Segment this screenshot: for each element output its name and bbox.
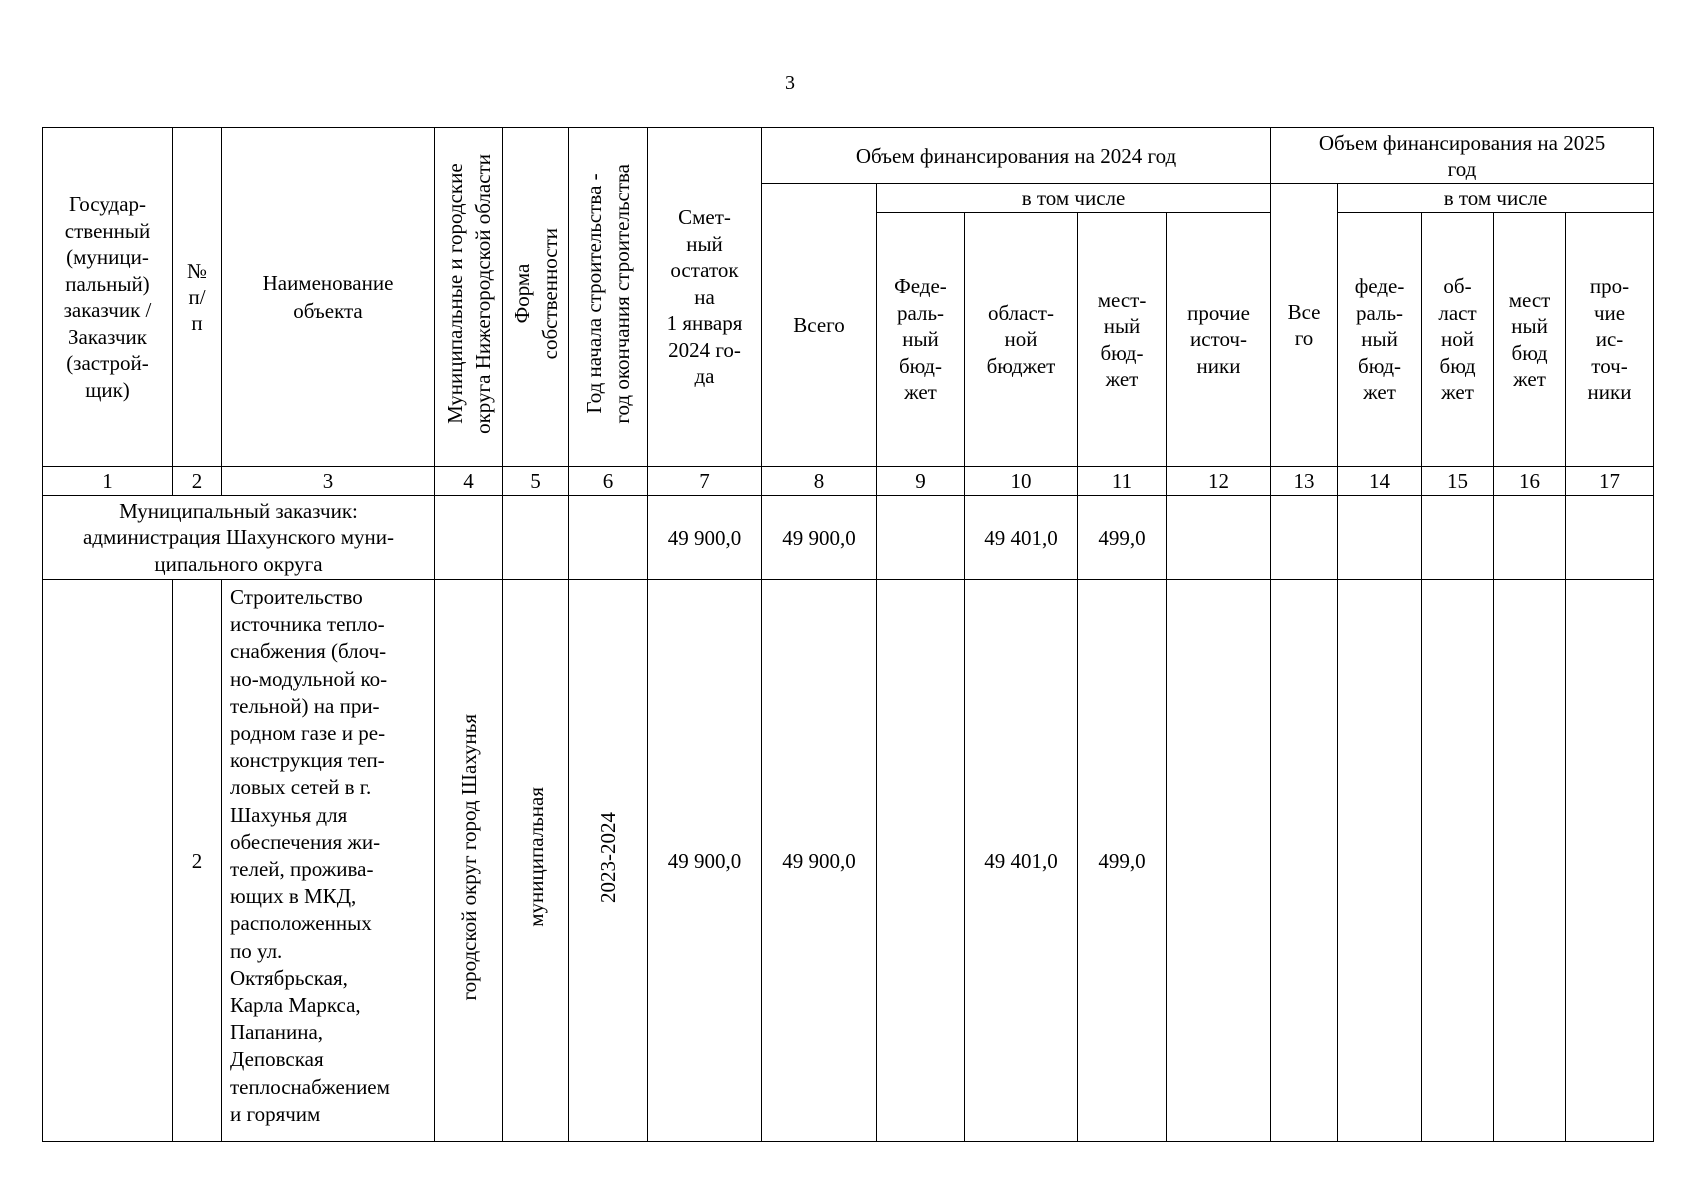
- object-row: [43, 580, 1654, 1142]
- column-number: 9: [877, 467, 965, 496]
- column-number: 16: [1494, 467, 1566, 496]
- summary-customer-label: Муниципальный заказчик: администрация Шахунского муни- ципального округа: [43, 496, 435, 580]
- column-numbers-row: [43, 467, 1654, 496]
- object-name: Строительство источника тепло- снабжения (блоч- но-модульной ко- тельной) на при- родном газе и ре- конструкция теп- ловых сетей в г. Шахунья для обеспечения жи- телей, прожива- ющих в МКД, расположенных по ул. Октябрьская, Карла Маркса, Папанина, Деповская теплоснабжением и горячим: [222, 580, 435, 1142]
- object-other-2024: [1167, 580, 1271, 1142]
- summary-cell: [1167, 496, 1271, 580]
- header-total-2025: Все го: [1271, 184, 1338, 467]
- summary-cell: [1338, 496, 1422, 580]
- header-federal-2024: Феде- раль- ный бюд- жет: [877, 213, 965, 467]
- column-number: 15: [1422, 467, 1494, 496]
- object-years: 2023-2024: [569, 580, 648, 1142]
- column-number: 11: [1078, 467, 1167, 496]
- header-other-2025: про- чие ис- точ- ники: [1566, 213, 1654, 467]
- summary-cell: [1271, 496, 1338, 580]
- summary-total-2024: 49 900,0: [762, 496, 877, 580]
- object-other-2025: [1566, 580, 1654, 1142]
- header-years: Год начала строительства - год окончания строительства: [569, 128, 648, 467]
- header-total-2024: Всего: [762, 184, 877, 467]
- header-federal-2025: феде- раль- ный бюд- жет: [1338, 213, 1422, 467]
- summary-local-2024: 499,0: [1078, 496, 1167, 580]
- summary-cell: [1566, 496, 1654, 580]
- header-object-name: Наименование объекта: [222, 128, 435, 467]
- financing-table: [42, 127, 1654, 1142]
- column-number: 6: [569, 467, 648, 496]
- header-including-2025: в том числе: [1338, 184, 1654, 213]
- object-local-2024: 499,0: [1078, 580, 1167, 1142]
- column-number: 1: [43, 467, 173, 496]
- column-number: 7: [648, 467, 762, 496]
- summary-cell: [877, 496, 965, 580]
- header-ownership: Форма собственности: [503, 128, 569, 467]
- column-number: 17: [1566, 467, 1654, 496]
- object-regional-2024: 49 401,0: [965, 580, 1078, 1142]
- header-regional-2025: об- ласт ной бюд жет: [1422, 213, 1494, 467]
- summary-cell: [1422, 496, 1494, 580]
- header-municipal-okrug: Муниципальные и городские округа Нижегородской области: [435, 128, 503, 467]
- object-total-2025: [1271, 580, 1338, 1142]
- column-number: 3: [222, 467, 435, 496]
- header-including-2024: в том числе: [877, 184, 1271, 213]
- object-local-2025: [1494, 580, 1566, 1142]
- object-total-2024: 49 900,0: [762, 580, 877, 1142]
- summary-cell: [503, 496, 569, 580]
- header-local-2024: мест- ный бюд- жет: [1078, 213, 1167, 467]
- summary-cell: [569, 496, 648, 580]
- column-number: 13: [1271, 467, 1338, 496]
- object-number: 2: [173, 580, 222, 1142]
- column-number: 12: [1167, 467, 1271, 496]
- summary-cell: [435, 496, 503, 580]
- header-other-2024: прочие источ- ники: [1167, 213, 1271, 467]
- column-number: 4: [435, 467, 503, 496]
- object-customer: [43, 580, 173, 1142]
- summary-estimate: 49 900,0: [648, 496, 762, 580]
- object-federal-2025: [1338, 580, 1422, 1142]
- object-regional-2025: [1422, 580, 1494, 1142]
- header-funding-2025: Объем финансирования на 2025 год: [1271, 128, 1654, 184]
- header-customer: Государ- ственный (муници- пальный) заказчик / Заказчик (застрой- щик): [43, 128, 173, 467]
- header-local-2025: мест ный бюд жет: [1494, 213, 1566, 467]
- object-federal-2024: [877, 580, 965, 1142]
- summary-regional-2024: 49 401,0: [965, 496, 1078, 580]
- summary-row: [43, 496, 1654, 580]
- header-regional-2024: област- ной бюджет: [965, 213, 1078, 467]
- column-number: 14: [1338, 467, 1422, 496]
- object-okrug: городской округ город Шахунья: [435, 580, 503, 1142]
- page-number: 3: [785, 72, 795, 94]
- summary-cell: [1494, 496, 1566, 580]
- header-funding-2024: Объем финансирования на 2024 год: [762, 128, 1271, 184]
- object-ownership: муниципальная: [503, 580, 569, 1142]
- header-number: № п/ п: [173, 128, 222, 467]
- object-estimate: 49 900,0: [648, 580, 762, 1142]
- column-number: 2: [173, 467, 222, 496]
- column-number: 10: [965, 467, 1078, 496]
- column-number: 5: [503, 467, 569, 496]
- header-estimate-balance: Смет- ный остаток на 1 января 2024 го- да: [648, 128, 762, 467]
- column-number: 8: [762, 467, 877, 496]
